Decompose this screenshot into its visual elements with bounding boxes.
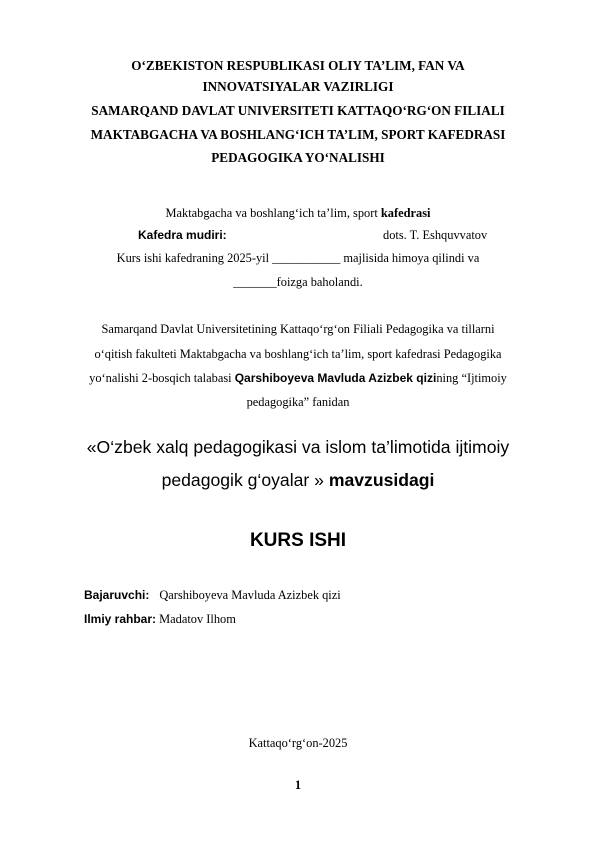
topic-line-2-pre: pedagogik g‘oyalar » [161,470,329,490]
topic-line-2 [0,465,596,495]
student-name: Qarshiboyeva Mavluda Azizbek qizi [234,371,437,385]
topic-line-2-bold: mavzusidagi [328,470,435,490]
university-line: SAMARQAND DAVLAT UNIVERSITETI KATTAQO‘RG‘ON FILIALI [91,103,505,118]
executor-row [84,585,341,605]
page-number: 1 [294,778,302,792]
ministry-line-2: INNOVATSIYALAR VAZIRLIGI [202,79,394,94]
direction-line: PEDAGOGIKA YO‘NALISHI [211,150,385,165]
intro-line-2: o‘qitish fakulteti Maktabgacha va boshlang‘ich ta’lim, sport kafedrasi Pedagogika [94,347,502,361]
department-line: MAKTABGACHA VA BOSHLANG‘ICH TA’LIM, SPORT KAFEDRASI [90,127,506,142]
department-approval-text: Maktabgacha va boshlang‘ich ta’lim, sport [165,206,381,220]
place-year: Kattaqo‘rg‘on-2025 [248,736,348,750]
department-approval-bold: kafedrasi [380,206,431,220]
supervisor-row [84,609,236,629]
intro-line-3 [0,368,596,388]
document-title: KURS ISHI [249,530,347,551]
executor-name: Qarshiboyeva Mavluda Azizbek qizi [159,588,341,602]
intro-line-3-post: ning “Ijtimoiy [436,371,507,385]
department-approval [0,203,596,223]
intro-line-4: pedagogika” fanidan [246,395,350,409]
supervisor-label: Ilmiy rahbar: [84,612,157,626]
defense-line: Kurs ishi kafedraning 2025-yil ___________ majlisida himoya qilindi va [116,251,480,265]
department-head-label: Kafedra mudiri: [138,228,227,242]
intro-line-3-pre: yo‘nalishi 2-bosqich talabasi [89,371,235,385]
intro-line-1: Samarqand Davlat Universitetining Kattaqo‘rg‘on Filiali Pedagogika va tillarni [101,322,495,336]
executor-label: Bajaruvchi: [84,588,150,602]
topic-line-1: «O‘zbek xalq pedagogikasi va islom ta’limotida ijtimoiy [86,437,510,457]
supervisor-name: Madatov Ilhom [156,612,236,626]
department-head-name: dots. T. Eshquvvatov [383,228,488,242]
grade-line: _______foizga baholandi. [233,275,363,289]
ministry-line-1: O‘ZBEKISTON RESPUBLIKASI OLIY TA’LIM, FAN VA [131,58,465,73]
